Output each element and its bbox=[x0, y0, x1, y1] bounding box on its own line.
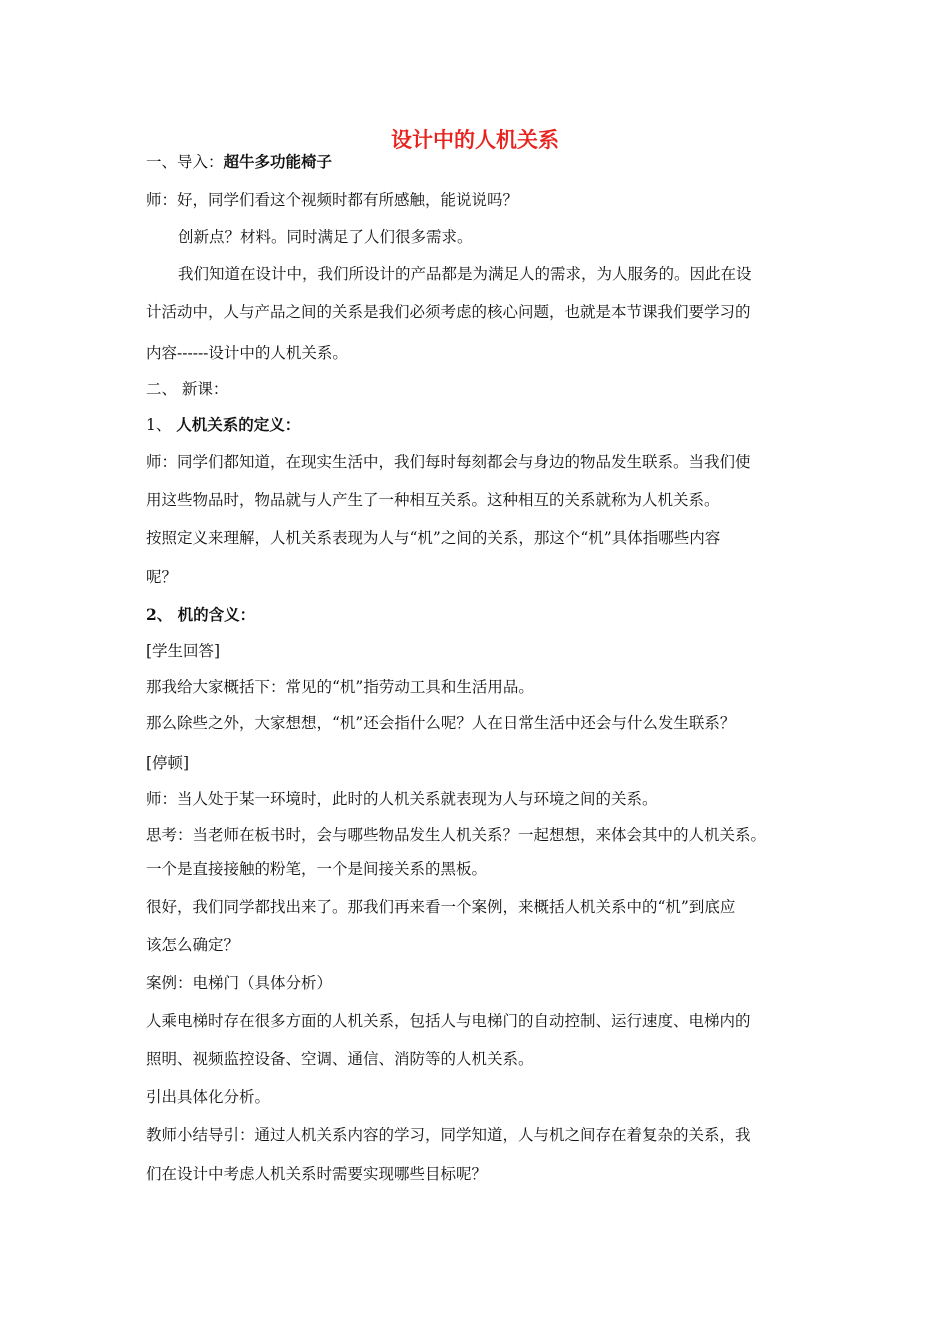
paragraph-line: 用这些物品时，物品就与人产生了一种相互关系。这种相互的关系就称为人机关系。 bbox=[146, 491, 720, 509]
paragraph-line: 内容------设计中的人机关系。 bbox=[146, 344, 348, 362]
paragraph-line: 很好，我们同学都找出来了。那我们再来看一个案例，来概括人机关系中的“机”到底应 bbox=[146, 898, 736, 916]
paragraph-line: 一个是直接接触的粉笔，一个是间接关系的黑板。 bbox=[146, 860, 488, 878]
heading-prefix: 一、导入： bbox=[146, 153, 224, 171]
heading-prefix: 1、 bbox=[146, 416, 177, 434]
paragraph-line: [学生回答] bbox=[146, 642, 221, 660]
section-heading-intro bbox=[146, 152, 806, 172]
paragraph-line: 计活动中，人与产品之间的关系是我们必须考虑的核心问题，也就是本节课我们要学习的 bbox=[146, 303, 751, 321]
paragraph-line: 们在设计中考虑人机关系时需要实现哪些目标呢？ bbox=[146, 1165, 488, 1183]
paragraph-line: 该怎么确定？ bbox=[146, 936, 240, 954]
paragraph-line: 师：同学们都知道，在现实生活中，我们每时每刻都会与身边的物品发生联系。当我们使 bbox=[146, 453, 751, 471]
paragraph-line: 按照定义来理解，人机关系表现为人与“机”之间的关系，那这个“机”具体指哪些内容 bbox=[146, 529, 721, 547]
heading-text: 2、 机的含义： bbox=[146, 605, 256, 624]
subsection-heading-definition bbox=[146, 415, 806, 435]
paragraph-line: 那么除些之外，大家想想，“机”还会指什么呢？人在日常生活中还会与什么发生联系？ bbox=[146, 714, 736, 732]
paragraph-line: 我们知道在设计中，我们所设计的产品都是为满足人的需求，为人服务的。因此在设 bbox=[178, 265, 752, 283]
paragraph-line: 创新点？材料。同时满足了人们很多需求。 bbox=[178, 228, 473, 246]
paragraph-line: 人乘电梯时存在很多方面的人机关系，包括人与电梯门的自动控制、运行速度、电梯内的 bbox=[146, 1012, 751, 1030]
paragraph-line: 照明、视频监控设备、空调、通信、消防等的人机关系。 bbox=[146, 1050, 534, 1068]
paragraph-line: 教师小结导引：通过人机关系内容的学习，同学知道，人与机之间存在着复杂的关系，我 bbox=[146, 1126, 751, 1144]
section-heading-new-lesson: 二、 新课： bbox=[146, 380, 229, 398]
paragraph-line: 师：好，同学们看这个视频时都有所感触，能说说吗？ bbox=[146, 191, 519, 209]
paragraph-line: 引出具体化分析。 bbox=[146, 1088, 271, 1106]
paragraph-line: 思考：当老师在板书时，会与哪些物品发生人机关系？一起想想，来体会其中的人机关系。 bbox=[146, 826, 767, 844]
heading-text: 人机关系的定义： bbox=[176, 415, 301, 434]
subsection-heading-meaning bbox=[146, 605, 806, 625]
heading-text: 超牛多功能椅子 bbox=[223, 152, 333, 171]
page-title: 设计中的人机关系 bbox=[391, 127, 559, 152]
paragraph-line: 师：当人处于某一环境时，此时的人机关系就表现为人与环境之间的关系。 bbox=[146, 790, 658, 808]
paragraph-line: [停顿] bbox=[146, 754, 190, 772]
paragraph-line: 呢？ bbox=[146, 568, 178, 586]
paragraph-line: 案例：电梯门（具体分析） bbox=[146, 974, 333, 992]
paragraph-line: 那我给大家概括下：常见的“机”指劳动工具和生活用品。 bbox=[146, 678, 534, 696]
